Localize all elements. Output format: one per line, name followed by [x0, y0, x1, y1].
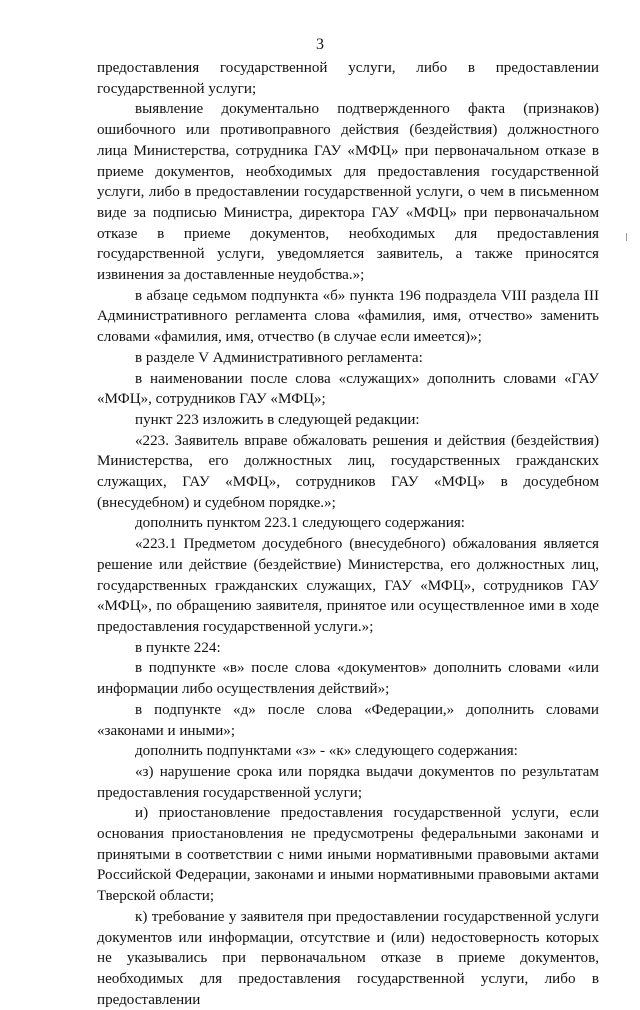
paragraph-subitem-b-amendment: в абзаце седьмом подпункта «б» пункта 196 подраздела VIII раздела III Административного регламента слова «фамилия, имя, отчество» заменить словами «фамилия, имя, отчество (в случае если имеется)»; [97, 287, 599, 346]
paragraph-subitem-k: к) требование у заявителя при предоставлении государственной услуги документов или информации, отсутствие и (или) недостоверность которых не указывались при первоначальном отказе в приеме документов, необходимых для предоставления государственной услуги, либо в предоставлении [97, 908, 599, 1008]
document-body [97, 58, 599, 1010]
paragraph-item-223-text: «223. Заявитель вправе обжаловать решения и действия (бездействия) Министерства, его должностных лиц, государственных гражданских служащих, ГАУ «МФЦ», сотрудников ГАУ «МФЦ» в досудебном (внесудебном) и судебном порядке.»; [97, 432, 599, 511]
paragraph-item-223-1-intro: дополнить пунктом 223.1 следующего содержания: [135, 515, 465, 532]
paragraph-subitem-i: и) приостановление предоставления государственной услуги, если основания приостановления не предусмотрены федеральными законами и принятыми в соответствии с ними иными нормативными правовыми актами Российской Федерации, законами и иными нормативными правовыми актами Тверской области; [97, 805, 599, 905]
paragraph-error-detection: выявление документально подтвержденного факта (признаков) ошибочного или противоправного действия (бездействия) должностного лица Министерства, сотрудника ГАУ «МФЦ» при первоначальном отказе в приеме документов, необходимых для предоставления государственной услуги, либо в предоставлении государственной услуги, о чем в письменном виде за подписью Министра, директора ГАУ «МФЦ» при первоначальном отказе в приеме документов, необходимых для предоставления государственной услуги, уведомляется заявитель, а также приносятся извинения за доставленные неудобства.»; [97, 101, 599, 284]
paragraph-item-223-1-text: «223.1 Предметом досудебного (внесудебного) обжалования является решение или действие (бездействие) Министерства, его должностных лиц, государственных гражданских служащих, ГАУ «МФЦ», сотрудников ГАУ «МФЦ», по обращению заявителя, принятое или осуществленное ими в ходе предоставления государственной услуги.»; [97, 536, 599, 635]
paragraph-subitem-d: в подпункте «д» после слова «Федерации,» дополнить словами «законами и иными»; [97, 701, 599, 739]
paragraph-subitem-v: в подпункте «в» после слова «документов» дополнить словами «или информации либо осуществления действий»; [97, 660, 599, 698]
margin-mark [626, 233, 627, 241]
paragraph-continuation-1: предоставления государственной услуги, либо в предоставлении государственной услуги; [97, 60, 599, 97]
paragraph-subitem-z: «з) нарушение срока или порядка выдачи документов по результатам предоставления государственной услуги; [97, 763, 599, 801]
paragraph-item-224-intro: в пункте 224: [135, 639, 221, 656]
page-number: 3 [316, 36, 324, 53]
paragraph-subitems-z-k-intro: дополнить подпунктами «з» - «к» следующего содержания: [135, 743, 518, 760]
paragraph-section-v-heading: в разделе V Административного регламента: [135, 349, 423, 366]
paragraph-item-223-intro: пункт 223 изложить в следующей редакции: [135, 411, 420, 428]
paragraph-title-amendment: в наименовании после слова «служащих» дополнить словами «ГАУ «МФЦ», сотрудников ГАУ «МФЦ»; [97, 370, 599, 408]
